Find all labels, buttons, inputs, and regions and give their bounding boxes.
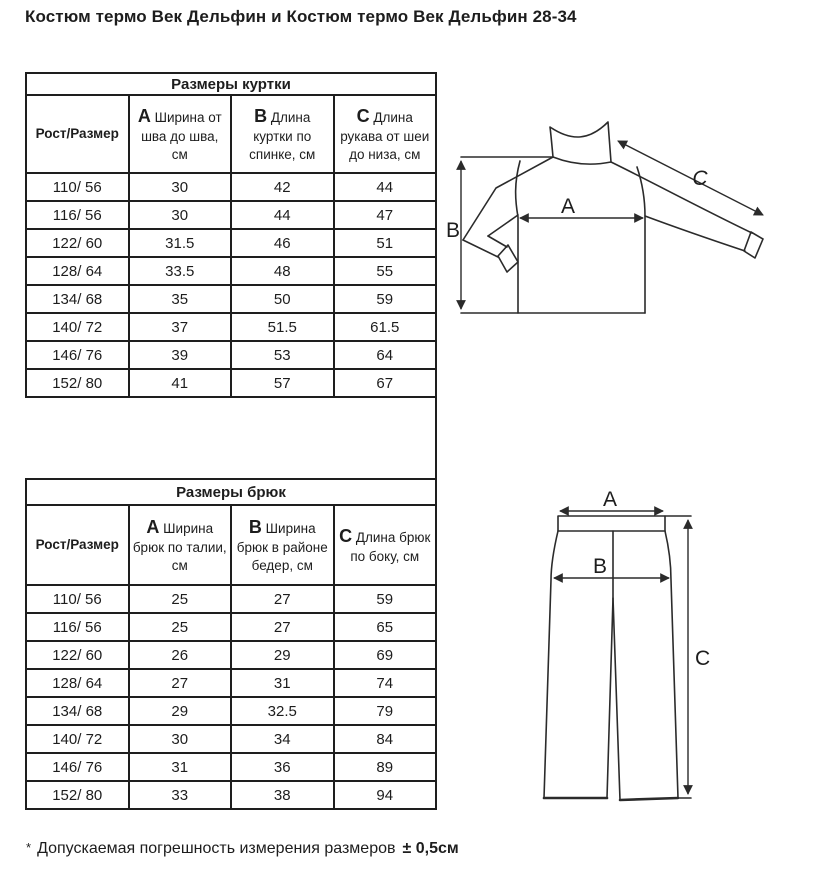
cell-a: 29 [129,697,232,725]
table-row [26,369,436,397]
dim-letter-c: C [356,106,370,127]
cell-a: 30 [129,725,232,753]
cell-a: 27 [129,669,232,697]
table-row [26,229,436,257]
jacket-table-title-row [26,73,436,95]
table-row [26,285,436,313]
cell-b: 42 [231,173,334,201]
jacket-col-header-a [129,95,232,173]
cell-size: 110/ 56 [26,173,129,201]
jacket-col-header-size: Рост/Размер [26,95,129,173]
cell-size: 152/ 80 [26,369,129,397]
dim-letter-b: B [248,517,262,538]
cell-c: 94 [334,781,437,809]
footnote-text: Допускаемая погрешность измерения размеров [37,840,396,857]
cell-c: 65 [334,613,437,641]
table-row [26,641,436,669]
pants-col-header-b-text: Ширина брюк в районе бедер, см [236,521,328,573]
cell-size: 140/ 72 [26,313,129,341]
table-row [26,341,436,369]
cell-b: 27 [231,613,334,641]
cell-b: 34 [231,725,334,753]
pants-col-header-size: Рост/Размер [26,505,129,585]
cell-b: 50 [231,285,334,313]
jacket-col-header-c-text: Длина рукава от шеи до низа, см [340,110,430,162]
cell-a: 41 [129,369,232,397]
table-row [26,313,436,341]
jacket-dim-b-label: B [445,219,461,242]
pants-col-header-a-text: Ширина брюк по талии, см [132,521,227,573]
jacket-col-header-a-text: Ширина от шва до шва, см [141,110,222,162]
cell-b: 46 [231,229,334,257]
footnote-tolerance: ± 0,5см [402,840,459,857]
cell-a: 31 [129,753,232,781]
cell-c: 51 [334,229,437,257]
pants-diagram [520,480,829,842]
cell-size: 128/ 64 [26,257,129,285]
table-row [26,585,436,613]
cell-c: 44 [334,173,437,201]
dim-letter-b: B [254,106,268,127]
cell-b: 29 [231,641,334,669]
cell-b: 53 [231,341,334,369]
table-row [26,201,436,229]
table-row [26,781,436,809]
asterisk: * [26,840,32,855]
jacket-col-header-b-text: Длина куртки по спинке, см [249,110,316,162]
pants-col-header-c [334,505,437,585]
table-row [26,173,436,201]
cell-size: 122/ 60 [26,229,129,257]
table-edge-connector-line [435,397,437,478]
cell-size: 152/ 80 [26,781,129,809]
pants-dim-c-label: C [695,647,711,670]
cell-c: 67 [334,369,437,397]
cell-c: 47 [334,201,437,229]
cell-b: 32.5 [231,697,334,725]
jacket-col-header-b [231,95,334,173]
jacket-diagram [442,105,829,355]
cell-a: 31.5 [129,229,232,257]
cell-c: 69 [334,641,437,669]
cell-size: 134/ 68 [26,697,129,725]
table-row [26,613,436,641]
cell-b: 51.5 [231,313,334,341]
cell-c: 84 [334,725,437,753]
cell-b: 36 [231,753,334,781]
cell-c: 64 [334,341,437,369]
cell-size: 140/ 72 [26,725,129,753]
cell-b: 44 [231,201,334,229]
tolerance-footnote [26,840,459,858]
pants-table-title-row [26,479,436,505]
pants-dim-a-label: A [602,488,618,511]
pants-table-title: Размеры брюк [26,479,436,505]
cell-b: 38 [231,781,334,809]
cell-size: 146/ 76 [26,341,129,369]
dim-letter-c: C [339,525,353,546]
cell-size: 110/ 56 [26,585,129,613]
cell-a: 37 [129,313,232,341]
cell-a: 33.5 [129,257,232,285]
cell-size: 122/ 60 [26,641,129,669]
cell-size: 116/ 56 [26,613,129,641]
jacket-table-title: Размеры куртки [26,73,436,95]
cell-c: 89 [334,753,437,781]
cell-a: 25 [129,613,232,641]
cell-size: 134/ 68 [26,285,129,313]
cell-a: 33 [129,781,232,809]
cell-c: 55 [334,257,437,285]
cell-size: 116/ 56 [26,201,129,229]
cell-b: 27 [231,585,334,613]
cell-a: 39 [129,341,232,369]
cell-b: 48 [231,257,334,285]
cell-c: 74 [334,669,437,697]
jacket-col-header-c [334,95,437,173]
cell-a: 30 [129,173,232,201]
dim-letter-a: A [146,517,160,538]
table-row [26,257,436,285]
jacket-dim-a-label: A [560,195,576,218]
cell-b: 57 [231,369,334,397]
pants-dim-b-label: B [592,555,608,578]
pants-table-header-row [26,505,436,585]
page-title: Костюм термо Век Дельфин и Костюм термо Век Дельфин 28-34 [25,7,577,26]
table-row [26,697,436,725]
pants-col-header-c-text: Длина брюк по боку, см [350,529,431,564]
pants-col-header-b [231,505,334,585]
pants-col-header-a [129,505,232,585]
table-row [26,725,436,753]
table-row [26,753,436,781]
pants-size-table [25,478,437,810]
dim-letter-a: A [137,106,151,127]
cell-a: 35 [129,285,232,313]
cell-size: 146/ 76 [26,753,129,781]
cell-a: 25 [129,585,232,613]
cell-b: 31 [231,669,334,697]
jacket-dim-c-label: C [692,167,708,190]
cell-c: 59 [334,285,437,313]
cell-c: 59 [334,585,437,613]
cell-a: 26 [129,641,232,669]
table-row [26,669,436,697]
cell-c: 79 [334,697,437,725]
cell-c: 61.5 [334,313,437,341]
cell-size: 128/ 64 [26,669,129,697]
jacket-table-header-row [26,95,436,173]
cell-a: 30 [129,201,232,229]
jacket-size-table [25,72,437,398]
